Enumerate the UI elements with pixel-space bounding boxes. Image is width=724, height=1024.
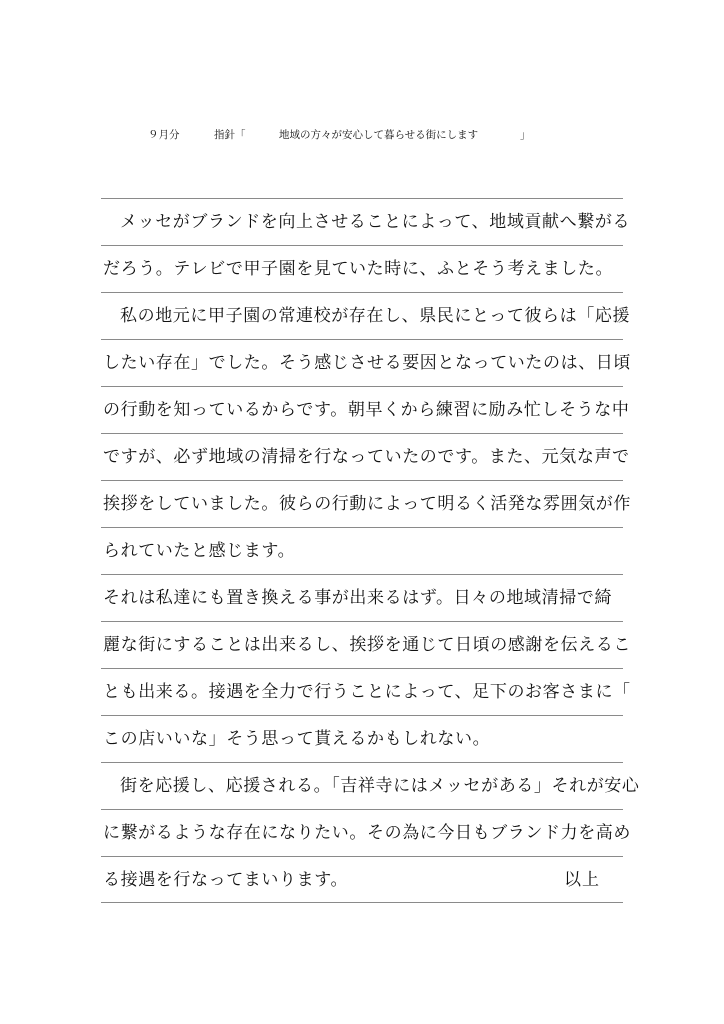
text-line: に繋がるような存在になりたい。その為に今日もブランド力を高め <box>103 823 631 843</box>
ruled-line <box>101 809 631 856</box>
ruled-line <box>101 762 640 809</box>
text-line: とも出来る。接遇を全力で行うことによって、足下のお客さまに「 <box>103 682 631 702</box>
text-line: この店いいな」そう思って貰えるかもしれない。 <box>103 729 491 749</box>
guideline-text: 地域の方々が安心して暮らせる街にします <box>279 129 479 141</box>
ruled-line <box>101 433 630 480</box>
text-line: だろう。テレビで甲子園を見ていた時に、ふとそう考えました。 <box>103 259 614 279</box>
text-line: メッセがブランドを向上させることによって、地域貢献へ繋がる <box>120 212 631 232</box>
text-line: 挨拶をしていました。彼らの行動によって明るく活発な雰囲気が作 <box>103 494 631 514</box>
ruled-line <box>101 668 631 715</box>
ruled-line <box>101 245 623 292</box>
guideline-close-bracket: 」 <box>520 129 531 141</box>
text-line: る接遇を行なってまいります。 <box>103 870 349 890</box>
text-line: したい存在」でした。そう感じさせる要因となっていたのは、日頃 <box>103 353 631 373</box>
ruled-sheet <box>101 198 640 903</box>
ruled-line <box>101 715 623 762</box>
ruled-line <box>101 856 623 903</box>
ruled-line <box>101 621 631 668</box>
text-line: 私の地元に甲子園の常連校が存在し、県民にとって彼らは「応援 <box>120 306 631 326</box>
ruled-line <box>101 292 631 339</box>
ruled-line <box>101 198 631 245</box>
text-line: の行動を知っているからです。朝早くから練習に励み忙しそうな中 <box>103 400 630 420</box>
ruled-line <box>101 527 623 574</box>
ruled-line <box>101 574 623 621</box>
text-line: られていたと感じます。 <box>103 541 296 561</box>
document-header <box>0 126 724 144</box>
month-label: ９月分 <box>148 129 180 141</box>
text-line: 街を応援し、応援される。「吉祥寺にはメッセがある」それが安心 <box>120 776 640 796</box>
guideline-label: 指針「 <box>214 129 246 141</box>
ruled-line <box>101 339 631 386</box>
text-line: それは私達にも置き換える事が出来るはず。日々の地域清掃で綺 <box>103 588 613 608</box>
text-line: ですが、必ず地域の清掃を行なっていたのです。また、元気な声で <box>103 447 630 467</box>
closing-text: 以上 <box>564 870 600 890</box>
ruled-line <box>101 480 631 527</box>
ruled-line <box>101 386 630 433</box>
text-line: 麗な街にすることは出来るし、挨拶を通じて日頃の感謝を伝えるこ <box>103 635 631 655</box>
